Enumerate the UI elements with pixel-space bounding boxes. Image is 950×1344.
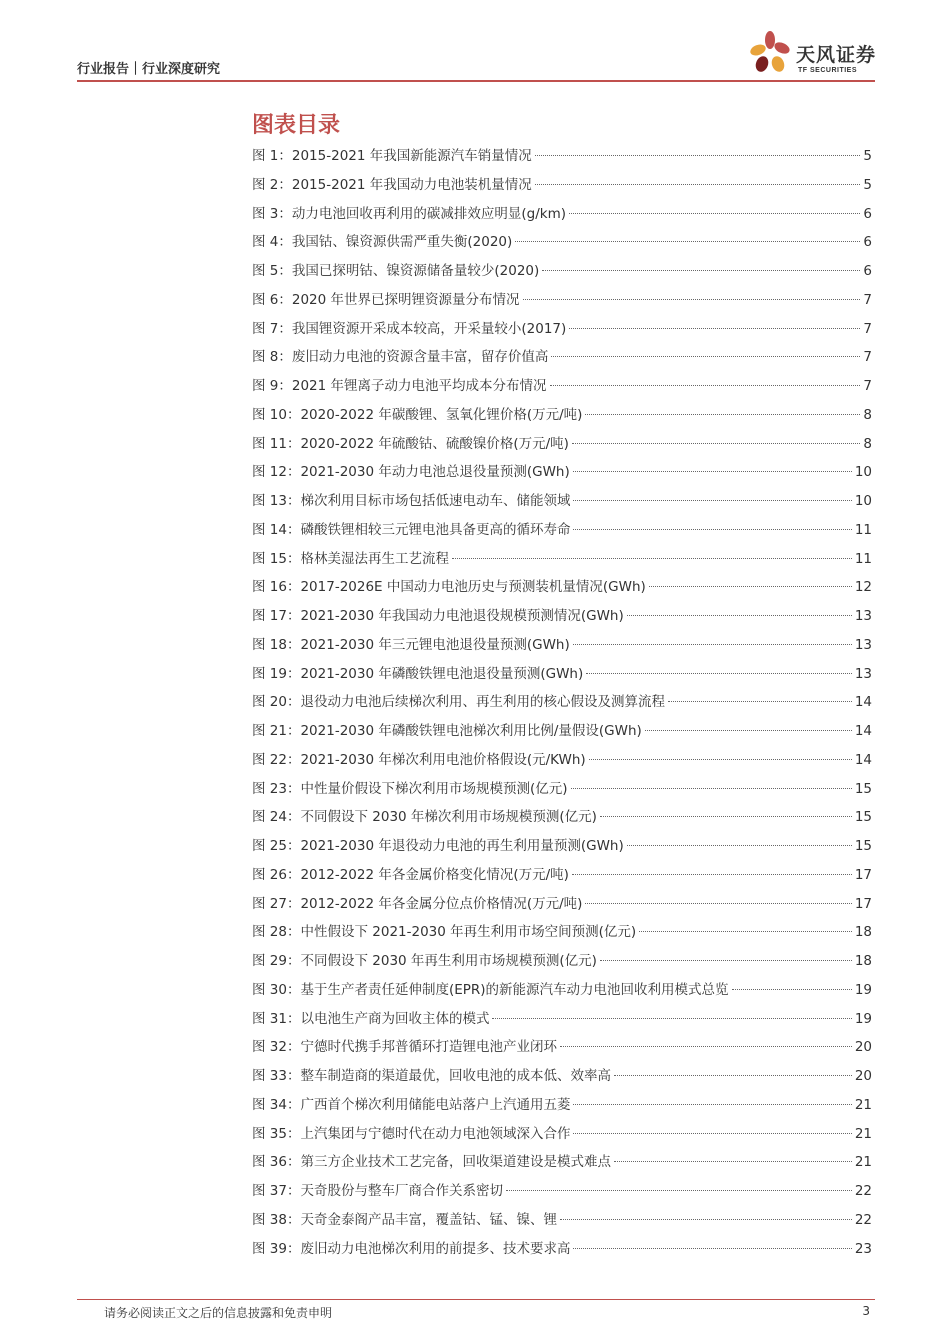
footer-disclaimer: 请务必阅读正文之后的信息披露和免责申明 (104, 1306, 333, 1320)
toc-entry-page: 13 (854, 636, 872, 653)
toc-entry-page: 13 (854, 608, 872, 624)
toc-entry-label: 图 23：中性量价假设下梯次利用市场规模预测(亿元) (252, 780, 568, 797)
toc-entry-label: 图 33：整车制造商的渠道最优，回收电池的成本低、效率高 (252, 1068, 611, 1084)
toc-entry-label: 图 21：2021-2030 年磷酸铁锂电池梯次利用比例/量假设(GWh) (252, 723, 642, 739)
toc-entry-page: 15 (854, 838, 872, 854)
toc-entry-label: 图 28：中性假设下 2021-2030 年再生利用市场空间预测(亿元) (252, 924, 637, 941)
toc-entry-page: 19 (854, 981, 872, 998)
toc-entry-page: 22 (854, 1183, 872, 1199)
toc-entry[interactable] (252, 1177, 872, 1206)
toc-entry-page: 13 (854, 665, 872, 682)
toc-entry[interactable] (252, 200, 872, 229)
toc-dot-leader (586, 673, 852, 674)
toc-dot-leader (573, 644, 852, 645)
toc-dot-leader (572, 874, 852, 875)
logo-cn-text: 天风证券 (796, 44, 877, 66)
toc-entry-label: 图 20：退役动力电池后续梯次利用、再生利用的核心假设及测算流程 (252, 694, 665, 711)
toc-entry-label: 图 35：上汽集团与宁德时代在动力电池领域深入合作 (252, 1125, 571, 1142)
toc-entry-page: 14 (854, 694, 872, 711)
toc-dot-leader (515, 241, 860, 242)
toc-entry[interactable] (252, 803, 872, 832)
toc-entry-page: 20 (854, 1039, 872, 1056)
toc-entry-label: 图 29：不同假设下 2030 年再生利用市场规模预测(亿元) (252, 953, 597, 969)
toc-entry[interactable] (252, 372, 872, 401)
toc-entry[interactable] (252, 430, 872, 459)
toc-dot-leader (600, 960, 852, 961)
toc-entry-label: 图 36：第三方企业技术工艺完备，回收渠道建设是模式难点 (252, 1154, 611, 1171)
toc-entry-page: 21 (854, 1154, 872, 1171)
toc-entry-page: 7 (863, 349, 872, 366)
toc-dot-leader (569, 213, 860, 214)
page-number: 3 (862, 1304, 870, 1318)
toc-entry[interactable] (252, 1062, 872, 1091)
toc-entry-label: 图 1：2015-2021 年我国新能源汽车销量情况 (252, 148, 532, 164)
toc-dot-leader (645, 730, 852, 731)
toc-entry-page: 6 (863, 263, 872, 279)
toc-dot-leader (573, 529, 851, 530)
toc-dot-leader (639, 931, 852, 932)
toc-entry[interactable] (252, 1120, 872, 1149)
toc-entry[interactable] (252, 1148, 872, 1177)
toc-entry[interactable] (252, 660, 872, 689)
toc-entry-page: 20 (854, 1068, 872, 1084)
toc-dot-leader (571, 788, 852, 789)
toc-entry-page: 8 (863, 406, 872, 423)
logo-en-text: TF SECURITIES (798, 67, 858, 74)
toc-dot-leader (523, 299, 861, 300)
toc-entry-label: 图 22：2021-2030 年梯次利用电池价格假设(元/KWh) (252, 751, 586, 768)
toc-entry[interactable] (252, 315, 872, 344)
toc-entry-page: 17 (854, 866, 872, 883)
toc-entry-page: 8 (863, 435, 872, 452)
toc-entry-label: 图 2：2015-2021 年我国动力电池装机量情况 (252, 176, 532, 193)
header-section-label: 行业报告｜行业深度研究 (77, 62, 221, 77)
toc-entry[interactable] (252, 602, 872, 631)
toc-entry[interactable] (252, 717, 872, 746)
toc-dot-leader (542, 270, 860, 271)
toc-entry-label: 图 39：废旧动力电池梯次利用的前提多、技术要求高 (252, 1240, 571, 1257)
toc-entry[interactable] (252, 861, 872, 890)
toc-entry[interactable] (252, 775, 872, 804)
toc-entry[interactable] (252, 487, 872, 516)
toc-dot-leader (614, 1161, 852, 1162)
toc-entry[interactable] (252, 1091, 872, 1120)
toc-dot-leader (585, 903, 851, 904)
toc-dot-leader (569, 328, 860, 329)
toc-dot-leader (492, 1018, 851, 1019)
toc-entry-label: 图 25：2021-2030 年退役动力电池的再生利用量预测(GWh) (252, 838, 624, 854)
toc-entry-page: 23 (854, 1240, 872, 1257)
toc-entry[interactable] (252, 947, 872, 976)
toc-entry-page: 18 (854, 924, 872, 941)
toc-dot-leader (585, 414, 860, 415)
toc-entry-label: 图 16：2017-2026E 中国动力电池历史与预测装机量情况(GWh) (252, 579, 646, 596)
toc-entry-label: 图 6：2020 年世界已探明锂资源量分布情况 (252, 291, 520, 308)
toc-entry[interactable] (252, 1235, 872, 1264)
toc-dot-leader (573, 1133, 851, 1134)
toc-entry-label: 图 31：以电池生产商为回收主体的模式 (252, 1010, 490, 1027)
toc-dot-leader (560, 1219, 852, 1220)
toc-entry-page: 17 (854, 895, 872, 912)
toc-dot-leader (572, 443, 860, 444)
toc-dot-leader (649, 586, 852, 587)
toc-list (252, 142, 872, 1263)
toc-entry[interactable] (252, 257, 872, 286)
toc-dot-leader (614, 1075, 852, 1076)
toc-entry-label: 图 32：宁德时代携手邦普循环打造锂电池产业闭环 (252, 1039, 557, 1056)
toc-entry[interactable] (252, 631, 872, 660)
toc-entry-label: 图 15：格林美湿法再生工艺流程 (252, 550, 449, 567)
toc-entry-label: 图 11：2020-2022 年硫酸钴、硫酸镍价格(万元/吨) (252, 435, 569, 452)
toc-entry-page: 5 (863, 148, 872, 164)
toc-entry-page: 11 (854, 550, 872, 567)
toc-dot-leader (560, 1046, 852, 1047)
toc-entry-page: 14 (854, 751, 872, 768)
toc-dot-leader (600, 816, 852, 817)
toc-entry-page: 10 (854, 464, 872, 481)
toc-entry[interactable] (252, 516, 872, 545)
toc-entry[interactable] (252, 142, 872, 171)
toc-entry-label: 图 37：天奇股份与整车厂商合作关系密切 (252, 1183, 503, 1199)
toc-entry-page: 22 (854, 1211, 872, 1228)
toc-entry-label: 图 18：2021-2030 年三元锂电池退役量预测(GWh) (252, 636, 570, 653)
toc-dot-leader (732, 989, 852, 990)
toc-entry-page: 15 (854, 809, 872, 826)
toc-entry-page: 7 (863, 291, 872, 308)
toc-entry-label: 图 3：动力电池回收再利用的碳减排效应明显(g/km) (252, 205, 566, 222)
toc-entry[interactable] (252, 573, 872, 602)
toc-entry-page: 18 (854, 953, 872, 969)
toc-dot-leader (589, 759, 852, 760)
toc-entry-label: 图 13：梯次利用目标市场包括低速电动车、储能领域 (252, 493, 571, 509)
brand-logo (748, 30, 878, 78)
toc-entry-label: 图 19：2021-2030 年磷酸铁锂电池退役量预测(GWh) (252, 665, 584, 682)
toc-entry-label: 图 8：废旧动力电池的资源含量丰富，留存价值高 (252, 349, 549, 366)
toc-entry-label: 图 17：2021-2030 年我国动力电池退役规模预测情况(GWh) (252, 608, 624, 624)
toc-entry-label: 图 7：我国锂资源开采成本较高，开采量较小(2017) (252, 320, 567, 337)
toc-entry-label: 图 14：磷酸铁锂相较三元锂电池具备更高的循环寿命 (252, 521, 571, 538)
toc-entry-label: 图 27：2012-2022 年各金属分位点价格情况(万元/吨) (252, 895, 583, 912)
toc-dot-leader (506, 1190, 852, 1191)
toc-dot-leader (573, 471, 852, 472)
toc-dot-leader (551, 356, 860, 357)
toc-entry[interactable] (252, 171, 872, 200)
toc-entry[interactable] (252, 976, 872, 1005)
toc-entry-page: 19 (854, 1010, 872, 1027)
flower-logo-icon (748, 30, 794, 78)
toc-entry[interactable] (252, 688, 872, 717)
toc-entry-label: 图 24：不同假设下 2030 年梯次利用市场规模预测(亿元) (252, 809, 597, 826)
toc-entry[interactable] (252, 228, 872, 257)
toc-entry[interactable] (252, 343, 872, 372)
toc-entry[interactable] (252, 401, 872, 430)
toc-dot-leader (627, 615, 852, 616)
toc-entry[interactable] (252, 1033, 872, 1062)
toc-entry-page: 6 (863, 234, 872, 251)
toc-entry[interactable] (252, 458, 872, 487)
footer-divider (77, 1299, 875, 1300)
toc-entry-page: 7 (863, 378, 872, 394)
toc-dot-leader (535, 184, 861, 185)
toc-dot-leader (550, 385, 861, 386)
toc-entry[interactable] (252, 1005, 872, 1034)
toc-entry-page: 11 (854, 521, 872, 538)
toc-entry[interactable] (252, 286, 872, 315)
toc-entry-label: 图 26：2012-2022 年各金属价格变化情况(万元/吨) (252, 866, 569, 883)
toc-entry-label: 图 12：2021-2030 年动力电池总退役量预测(GWh) (252, 464, 570, 481)
toc-entry[interactable] (252, 746, 872, 775)
toc-entry-page: 21 (854, 1125, 872, 1142)
toc-entry[interactable] (252, 832, 872, 861)
toc-title: 图表目录 (252, 113, 341, 138)
toc-entry-page: 6 (863, 205, 872, 222)
toc-entry-label: 图 34：广西首个梯次利用储能电站落户上汽通用五菱 (252, 1096, 571, 1113)
header-divider (77, 80, 875, 82)
toc-entry-label: 图 4：我国钴、镍资源供需严重失衡(2020) (252, 234, 513, 251)
toc-dot-leader (668, 701, 852, 702)
toc-entry-page: 7 (863, 320, 872, 337)
toc-entry[interactable] (252, 545, 872, 574)
toc-dot-leader (573, 1248, 851, 1249)
toc-entry-page: 21 (854, 1096, 872, 1113)
toc-entry-page: 5 (863, 176, 872, 193)
toc-entry-label: 图 9：2021 年锂离子动力电池平均成本分布情况 (252, 378, 547, 394)
toc-entry-label: 图 38：天奇金泰阁产品丰富，覆盖钴、锰、镍、锂 (252, 1211, 557, 1228)
toc-dot-leader (627, 845, 852, 846)
toc-entry-page: 12 (854, 579, 872, 596)
toc-dot-leader (573, 500, 851, 501)
toc-entry-label: 图 10：2020-2022 年碳酸锂、氢氧化锂价格(万元/吨) (252, 406, 583, 423)
toc-entry-label: 图 30：基于生产者责任延伸制度(EPR)的新能源汽车动力电池回收利用模式总览 (252, 981, 729, 998)
toc-dot-leader (452, 558, 852, 559)
toc-entry-page: 10 (854, 493, 872, 509)
toc-dot-leader (535, 155, 861, 156)
toc-entry-label: 图 5：我国已探明钴、镍资源储备量较少(2020) (252, 263, 540, 279)
toc-entry[interactable] (252, 918, 872, 947)
toc-entry[interactable] (252, 890, 872, 919)
toc-entry-page: 15 (854, 780, 872, 797)
toc-entry-page: 14 (854, 723, 872, 739)
toc-dot-leader (573, 1104, 851, 1105)
toc-entry[interactable] (252, 1206, 872, 1235)
